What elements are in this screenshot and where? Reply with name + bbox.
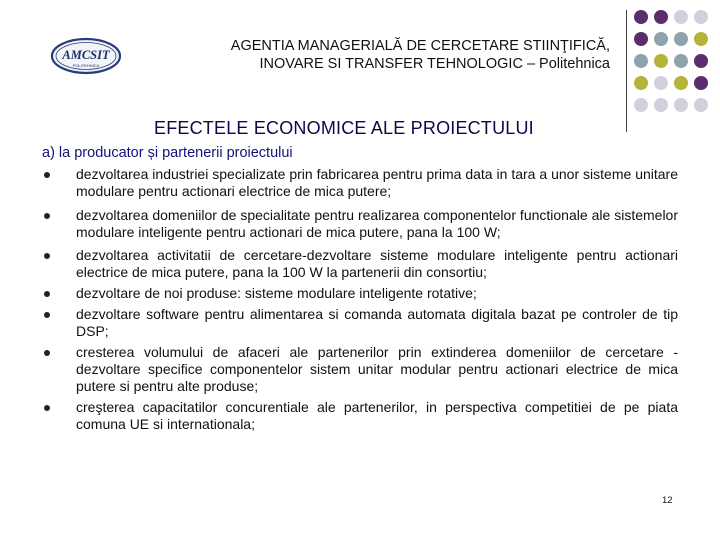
bullet-item: dezvoltarea domeniilor de specialitate pentru realizarea componentelor functionale ale sistemelor modulare inteligente pentru actionari de mica putere, pana la 100 W; [42, 207, 678, 241]
decorative-dot [694, 54, 708, 68]
logo-text: AMCSIT [62, 48, 110, 62]
decorative-dot [694, 76, 708, 90]
decorative-dot [634, 10, 648, 24]
header-divider [626, 10, 627, 132]
decorative-dot [674, 54, 688, 68]
header-line-1: AGENTIA MANAGERIALĂ DE CERCETARE STIINŢIFICĂ, [230, 38, 610, 54]
decorative-dot [654, 76, 668, 90]
logo-subtext: POLITEHNICA [72, 63, 100, 68]
page-number: 12 [662, 495, 673, 506]
decorative-dot [674, 76, 688, 90]
decorative-dot [654, 54, 668, 68]
bullet-item: creşterea capacitatilor concurentiale ale partenerilor, in perspectiva competitiei de pe piata comuna UE si internationala; [42, 399, 678, 433]
bullet-item: dezvoltare software pentru alimentarea si comanda automata digitala bazat pe controler de tip DSP; [42, 306, 678, 340]
bullet-list [42, 166, 678, 433]
bullet-item: dezvoltare de noi produse: sisteme modulare inteligente rotative; [42, 285, 678, 302]
decorative-dot [634, 32, 648, 46]
decorative-dot [674, 10, 688, 24]
decorative-dot [654, 32, 668, 46]
bullet-item: dezvoltarea industriei specializate prin fabricarea pentru prima data in tara a unor sisteme unitare modulare pentru actionari electrice de mica putere; [42, 166, 678, 200]
decorative-dot [674, 98, 688, 112]
decorative-dot [634, 76, 648, 90]
decorative-dot [674, 32, 688, 46]
bullet-item: dezvoltarea activitatii de cercetare-dezvoltare sisteme modulare inteligente pentru actionari electrice de mica putere, pana la 100 W la partenerii din consortiu; [42, 247, 678, 281]
amcsit-logo [50, 36, 122, 76]
decorative-dot-grid [634, 10, 718, 124]
decorative-dot [694, 98, 708, 112]
slide-title: EFECTELE ECONOMICE ALE PROIECTULUI [154, 118, 534, 138]
header-line-2: INOVARE SI TRANSFER TEHNOLOGIC – Politehnica [259, 56, 610, 72]
bullet-item: cresterea volumului de afaceri ale partenerilor prin extinderea domeniilor de cercetare - dezvoltare specifice componentelor sistem unitar modular pentru actionari electrice de mica putere si pentru alte produse; [42, 344, 678, 395]
decorative-dot [634, 98, 648, 112]
decorative-dot [634, 54, 648, 68]
slide-subtitle: a) la producator și partenerii proiectului [42, 145, 293, 161]
decorative-dot [694, 10, 708, 24]
decorative-dot [694, 32, 708, 46]
decorative-dot [654, 98, 668, 112]
decorative-dot [654, 10, 668, 24]
